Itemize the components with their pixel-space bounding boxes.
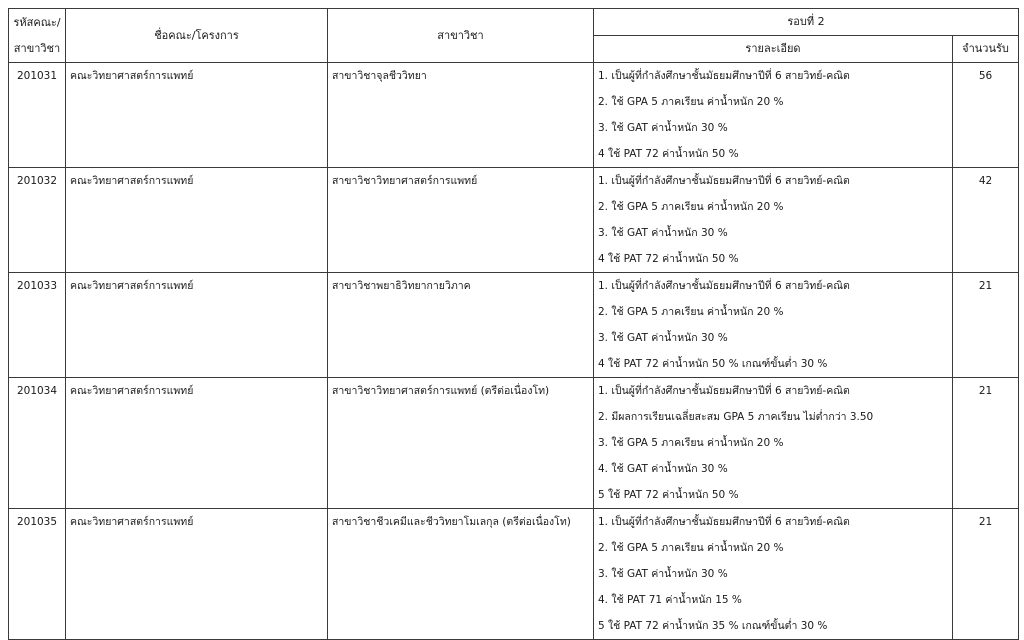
row-count: 42 <box>953 168 1019 273</box>
detail-line: 4 ใช้ PAT 72 ค่าน้ำหนัก 50 % <box>598 253 739 265</box>
detail-line: 4. ใช้ PAT 71 ค่าน้ำหนัก 15 % <box>598 594 742 606</box>
row-faculty: คณะวิทยาศาสตร์การแพทย์ <box>66 168 328 273</box>
row-faculty: คณะวิทยาศาสตร์การแพทย์ <box>66 63 328 168</box>
row-major: สาขาวิชาจุลชีววิทยา <box>328 63 594 168</box>
detail-line: 4. ใช้ GAT ค่าน้ำหนัก 30 % <box>598 463 728 475</box>
detail-line: 3. ใช้ GPA 5 ภาคเรียน ค่าน้ำหนัก 20 % <box>598 437 784 449</box>
row-count: 21 <box>953 378 1019 509</box>
row-major: สาขาวิชาชีวเคมีและชีววิทยาโมเลกุล (ตรีต่อเนื่องโท) <box>328 509 594 640</box>
row-code: 201034 <box>9 378 66 509</box>
row-details <box>594 509 953 640</box>
detail-line: 4 ใช้ PAT 72 ค่าน้ำหนัก 50 % เกณฑ์ขั้นต่ำ 30 % <box>598 358 828 370</box>
detail-line: 1. เป็นผู้ที่กำลังศึกษาชั้นมัธยมศึกษาปีที่ 6 สายวิทย์-คณิต <box>598 175 850 187</box>
header-details: รายละเอียด <box>594 36 953 63</box>
header-count: จำนวนรับ <box>953 36 1019 63</box>
row-count: 56 <box>953 63 1019 168</box>
row-faculty: คณะวิทยาศาสตร์การแพทย์ <box>66 509 328 640</box>
table-row <box>9 63 1019 168</box>
table-row <box>9 509 1019 640</box>
row-count: 21 <box>953 509 1019 640</box>
detail-line: 5 ใช้ PAT 72 ค่าน้ำหนัก 50 % <box>598 489 739 501</box>
admission-document <box>8 8 1018 640</box>
row-faculty: คณะวิทยาศาสตร์การแพทย์ <box>66 378 328 509</box>
detail-line: 2. ใช้ GPA 5 ภาคเรียน ค่าน้ำหนัก 20 % <box>598 201 784 213</box>
header-faculty: ชื่อคณะ/โครงการ <box>66 9 328 63</box>
admission-table <box>8 8 1019 640</box>
detail-line: 3. ใช้ GAT ค่าน้ำหนัก 30 % <box>598 122 728 134</box>
row-details <box>594 63 953 168</box>
detail-line: 2. ใช้ GPA 5 ภาคเรียน ค่าน้ำหนัก 20 % <box>598 96 784 108</box>
header-code: รหัสคณะ/ สาขาวิชา <box>9 9 66 63</box>
detail-line: 2. มีผลการเรียนเฉลี่ยสะสม GPA 5 ภาคเรียน ไม่ต่ำกว่า 3.50 <box>598 411 874 423</box>
row-code: 201032 <box>9 168 66 273</box>
row-details <box>594 168 953 273</box>
detail-line: 2. ใช้ GPA 5 ภาคเรียน ค่าน้ำหนัก 20 % <box>598 306 784 318</box>
row-details <box>594 378 953 509</box>
row-details <box>594 273 953 378</box>
detail-line: 1. เป็นผู้ที่กำลังศึกษาชั้นมัธยมศึกษาปีที่ 6 สายวิทย์-คณิต <box>598 70 850 82</box>
header-round: รอบที่ 2 <box>594 9 1019 36</box>
table-row <box>9 168 1019 273</box>
header-major: สาขาวิชา <box>328 9 594 63</box>
table-row <box>9 273 1019 378</box>
row-faculty: คณะวิทยาศาสตร์การแพทย์ <box>66 273 328 378</box>
detail-line: 4 ใช้ PAT 72 ค่าน้ำหนัก 50 % <box>598 148 739 160</box>
detail-line: 3. ใช้ GAT ค่าน้ำหนัก 30 % <box>598 568 728 580</box>
detail-line: 1. เป็นผู้ที่กำลังศึกษาชั้นมัธยมศึกษาปีที่ 6 สายวิทย์-คณิต <box>598 280 850 292</box>
detail-line: 1. เป็นผู้ที่กำลังศึกษาชั้นมัธยมศึกษาปีที่ 6 สายวิทย์-คณิต <box>598 516 850 528</box>
row-major: สาขาวิชาวิทยาศาสตร์การแพทย์ <box>328 168 594 273</box>
row-count: 21 <box>953 273 1019 378</box>
row-code: 201035 <box>9 509 66 640</box>
row-major: สาขาวิชาวิทยาศาสตร์การแพทย์ (ตรีต่อเนื่องโท) <box>328 378 594 509</box>
row-major: สาขาวิชาพยาธิวิทยากายวิภาค <box>328 273 594 378</box>
detail-line: 1. เป็นผู้ที่กำลังศึกษาชั้นมัธยมศึกษาปีที่ 6 สายวิทย์-คณิต <box>598 385 850 397</box>
detail-line: 2. ใช้ GPA 5 ภาคเรียน ค่าน้ำหนัก 20 % <box>598 542 784 554</box>
table-row <box>9 378 1019 509</box>
detail-line: 3. ใช้ GAT ค่าน้ำหนัก 30 % <box>598 332 728 344</box>
detail-line: 3. ใช้ GAT ค่าน้ำหนัก 30 % <box>598 227 728 239</box>
row-code: 201031 <box>9 63 66 168</box>
detail-line: 5 ใช้ PAT 72 ค่าน้ำหนัก 35 % เกณฑ์ขั้นต่ำ 30 % <box>598 620 828 632</box>
row-code: 201033 <box>9 273 66 378</box>
